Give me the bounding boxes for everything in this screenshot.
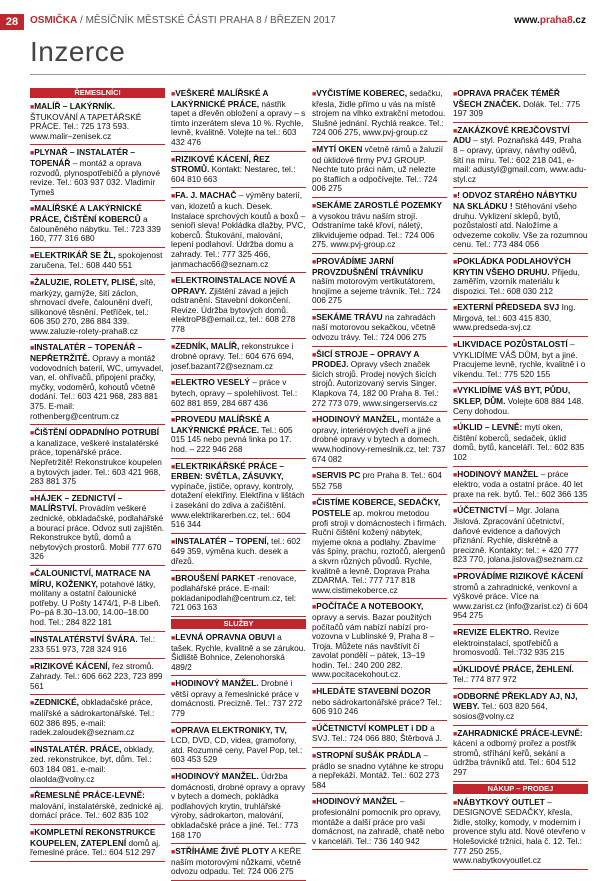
classified-ad: [312, 470, 447, 495]
site-prefix: www.: [514, 15, 540, 26]
classified-ad: [171, 414, 306, 458]
ad-body: malování, instalatérské, zednické aj. domácí práce. Tel.: 602 835 102: [30, 800, 164, 821]
ad-title: HODINOVÝ MANŽEL.: [175, 771, 259, 782]
classified-ad: [171, 536, 306, 571]
ad-body: ap. mokrou metodou profi stroji v domácnostech i firmách. Ruční čištění kožený nábytek, myjeme okna a podlahy. Zbavíme vás špíny, prachu, roztočů, alergenů a skvrn různých původů. Rychle, kvalitně a levně. Doprava Praha ZDARMA. Tel.: 777 717 818 www.cistimekoberce.cz: [312, 507, 447, 595]
classified-ad: [171, 725, 306, 769]
ad-title: ZEDNICKÉ,: [34, 697, 79, 708]
ad-title: INSTALATÉR – TOPENÁŘ – NEPŘETRŽITĚ.: [30, 342, 143, 364]
ad-title: ÚČETNICTVÍ KOMPLET i DD: [316, 722, 428, 733]
classified-ad: [453, 422, 588, 466]
classified-ad: [312, 686, 447, 721]
ad-title: ŘEMESLNÉ PRÁCE-LEVNĚ:: [34, 790, 145, 801]
ad-title: ELEKTRIKÁŘSKÉ PRÁCE – ERBEN: SVĚTLA, ZÁSUVKY,: [171, 460, 285, 482]
magazine-subtitle: / MĚSÍČNÍK MĚSTSKÉ ČÁSTI PRAHA 8 / BŘEZEN 2017: [80, 15, 336, 26]
ad-body: LCD, DVD, CD, videa, gramofony, atd. Rozumné ceny, Pavel Pop, tel.: 603 453 529: [171, 735, 303, 765]
ad-body: rekonstrukce i drobné opravy. Tel.: 604 676 694, josef.bazant72@seznam.cz: [171, 340, 294, 371]
ad-title: ! ODVOZ STARÉHO NÁBYTKU NA SKLÁDKU !: [453, 190, 577, 211]
ad-body: spokojenost zaručena. Tel.: 608 440 551: [30, 249, 163, 271]
ad-title: SERVIS PC: [316, 470, 361, 481]
ad-title: VYČISTÍME KOBEREC,: [316, 88, 408, 98]
classified-ad: [171, 275, 306, 339]
classified-ad: [312, 349, 447, 413]
ad-title: HODINOVÝ MANŽEL: [316, 796, 398, 807]
ad-title: HODINOVÝ MANŽEL.: [175, 678, 259, 689]
classified-ad: [171, 632, 306, 676]
ad-body: obkladačské práce, malířské a sádrokartonářské. Tel.: 602 386 895, e-mail: radek.zaloudek@seznam.cz: [30, 697, 155, 738]
classified-ad: [30, 342, 165, 425]
classified-ad: [30, 250, 165, 275]
ad-body: – montáž a oprava rozvodů, plynospotřebičů a plynové revize. Tel.: 603 937 032. Vladimír Tymeš: [30, 157, 161, 197]
classified-ad: [30, 277, 165, 341]
classified-ad: [453, 664, 588, 689]
classified-ad: [171, 154, 306, 189]
ad-body: montáže a opravy, interiérových dveří a jiné drobné opravy v bytech a domech. www.hodinovy-remeslnik.cz, tel: 737 674 082: [312, 414, 446, 464]
classified-ad: [171, 461, 306, 534]
ad-body: Revize elektroinstalací, spotřebičů a hromosvodů. Tel.:732 935 215: [453, 626, 565, 658]
classified-ad: [30, 827, 165, 862]
ad-title: RIZIKOVÉ KÁCENÍ, ŘEZ STROMŮ.: [171, 153, 270, 175]
ad-body: domů aj. řemeslné práce. Tel.: 604 512 297: [30, 837, 161, 858]
category-heading: NÁKUP – PRODEJ: [453, 784, 588, 794]
ad-title: POKLÁDKA PODLAHOVÝCH KRYTIN VŠEHO DRUHU.: [453, 255, 571, 277]
classified-ad: [312, 723, 447, 748]
ad-body: nebo sádrokartonářské práce? Tel.: 606 910 246: [312, 696, 442, 717]
ad-body: ŠTUKOVÁNÍ A TAPETÁŘSKÉ PRÁCE. Tel.: 725 173 593. www.malir–zenisek.cz: [30, 111, 142, 141]
ad-title: PROVÁDÍME RIZIKOVÉ KÁCENÍ: [457, 570, 584, 581]
category-heading: SLUŽBY: [171, 619, 306, 629]
ad-title: STŘÍHÁME ŽIVÉ PLOTY: [175, 846, 270, 857]
ad-title: HODINOVÝ MANŽEL: [457, 468, 539, 479]
ad-body: Opravy a montáž vodovodních baterií, WC, umyvadel, van, el. ohřívačů, připojení pračky, myčky, vodoměrů, kohoutů včetně dodání. Tel.: 603 421 968, 283 881 375. E-mail: rothenberg@centrum.cz: [30, 353, 164, 421]
ad-title: INSTALATÉR – TOPENÍ,: [175, 535, 269, 546]
ad-title: ŠICÍ STROJE – OPRAVY A PRODEJ.: [312, 348, 420, 370]
ad-title: ZAHRADNICKÉ PRÁCE-LEVNĚ:: [457, 727, 583, 738]
ad-title: FA. J. MACHAČ: [175, 190, 237, 201]
classified-ad: [312, 256, 447, 310]
ad-body: mytí oken, čištění koberců, sedaček, úklid domů, bytů, kanceláří. Tel.: 602 835 102: [453, 422, 585, 462]
ad-title: ELEKTRO VESELÝ: [175, 377, 250, 388]
ad-body: – prádlo se snadno vytáhne ke stropu a nepřekáží. Montáž. Tel.: 602 273 584: [312, 750, 444, 790]
ad-body: vypínače, jističe, opravy, kontroly, dotažení elektřiny. Elektřina v lištách i zasekání do zdiva a začištění. www.elektrikarerben.cz, tel.: 604 516 344: [171, 480, 305, 530]
ad-body: a SVJ. Tel.: 724 066 880, Štěrbová J.: [312, 722, 442, 744]
ad-body: Tel.: 233 551 973, 728 324 916: [30, 633, 156, 655]
ads-column-4: [453, 88, 588, 866]
ad-body: opravy a servis. Bazar použitých počítačů vám nabízí nabízí pro-vozovna v Lublinské 9, Praha 8 – Troja. Můžete nás navštívit čí zavolat pondělí – pátek, 13–19 hodin. Tel.: 240 200 282. www.pocitacekohout.cz.: [312, 611, 435, 680]
classified-ad: [453, 627, 588, 662]
ad-body: potahové látky, molitany a ostatní čalounické potřeby. U Pošty 1474/1, P-8 Libeň. Po–pá 8.30–13.00, 14.00–18.00 hod. Tel.: 284 822 181: [30, 578, 161, 627]
magazine-line: [30, 15, 336, 26]
ad-title: ODBORNÉ PŘEKLADY AJ, NJ, WEBY.: [453, 690, 578, 712]
ad-title: EXTERNÍ PŘEDSEDA SVJ: [457, 302, 560, 313]
classified-ad: [30, 101, 165, 145]
ad-body: na zahradách naší motorovou sekačkou, včetně odvozu trávy. Tel.: 724 006 275: [312, 311, 436, 343]
classified-ad: [312, 601, 447, 684]
classified-ad: [453, 469, 588, 504]
website-link[interactable]: [514, 15, 586, 26]
ad-body: Opravy všech značek šicích strojů. Prodej nových šicích strojů. Autorizovaný servis Singer. Klapkova 74, 182 00 Praha 8. Tel.: 272 773 079, www.singerservis.cz: [312, 359, 439, 408]
ad-title: MYTÍ OKEN: [316, 143, 363, 154]
ad-title: MALÍŘ – LAKÝRNÍK.: [34, 101, 115, 111]
ad-body: – Mgr. Jolana Jislová. Zpracování účetnictví, daňové evidence a daňových přiznání. Rychle, diskrétně a precizně. Kontakty: tel.: + 420 777 823 770, jolana.jislova@seznam.cz: [453, 505, 584, 565]
classified-ad: [312, 750, 447, 794]
classified-ad: [312, 200, 447, 254]
ad-body: – výměny baterií, van, klozetů a kuch. Desek. Instalace sprchových koutů a boxů – senioři sleva! Pokládka dlažby, PVC, koberců. Štukování, malování, lepení podlahoví. Údržba domu a zahrady. Tel.: 777 325 466, janmachac66@seznam.cz: [171, 190, 306, 269]
ad-title: HÁJEK – ZEDNICTVÍ – MALÍŘSTVÍ.: [30, 492, 123, 514]
ad-body: stromů a zahradnické, venkovní a výškové práce. Více na www.zarist.cz (info@zarist.cz) či 604 954 275: [453, 581, 588, 621]
ad-title: MALÍŘSKÉ A LAKÝRNICKÉ PRÁCE, ČIŠTĚNÍ KOBERCŮ: [30, 203, 142, 224]
ad-title: HODINOVÝ MANŽEL,: [316, 414, 400, 425]
classified-ad: [30, 634, 165, 659]
ad-body: Tel.: 605 015 145 nebo pevná linka po 17. hod. – 222 946 268: [171, 424, 293, 454]
ads-column-1: [30, 88, 165, 858]
classified-ad: [171, 678, 306, 722]
ad-body: Tel.: 603 820 564, sosios@volny.cz: [453, 701, 548, 722]
ad-title: VEŠKERÉ MALÍŘSKÉ A LAKÝRNICKÉ PRÁCE,: [171, 88, 269, 109]
ad-body: a kanalizace, veškeré instalatérské práce, topenářské práce. Nepřetržitě! Rekonstrukce koupelen a bytových jader. Tel.: 603 421 968, 283 881 375: [30, 437, 162, 487]
title-divider: [30, 74, 586, 75]
ads-column-3: [312, 88, 447, 846]
ad-body: a čalouněného nábytku. Tel.: 723 339 160, 777 316 680: [30, 213, 161, 244]
classified-ad: [30, 661, 165, 696]
ad-title: NÁBYTKOVÝ OUTLET: [457, 796, 545, 807]
page-title: Inzerce: [30, 36, 126, 67]
ad-body: včetně rámů a žaluzií od úklidové firmy PVJ GROUP. Nechte tuto práci nám, už nelezte po štaflích a odpočívejte. Tel.: 724 006 275: [312, 143, 444, 194]
ad-title: STROPNÍ SUŠÁK PRÁDLA: [316, 750, 422, 761]
ad-title: ELEKTRIKÁŘ SE ŽL,: [34, 249, 116, 260]
classified-ad: [453, 339, 588, 383]
classified-ad: [453, 256, 588, 300]
ad-body: nástřik tapet a dřevěn obložení a opravy – s tímto inzerátem sleva 10 %. Rychle, levně, kvalitně. Volejte na tel.: 603 432 476: [171, 98, 306, 147]
ad-body: obklady, zed. rekonstrukce, byt, dům. Tel.: 603 184 081. e-mail: olaolda@volny.cz: [30, 743, 155, 784]
ad-title: PLYNAŘ – INSTALATÉR –TOPENÁŘ: [30, 147, 136, 168]
classified-ad: [453, 571, 588, 625]
classified-ad: [453, 385, 588, 420]
classified-ad: [312, 414, 447, 468]
ad-body: Kontakt: Nestarec, tel.: 604 810 663: [171, 164, 296, 184]
classified-ad: [312, 497, 447, 599]
ad-body: A KEŘE naším motorovými nůžkami, včetně odvozu odpadu. Tel: 724 006 275: [171, 846, 302, 877]
ad-body: – profesionální pomocník pro opravy, montáže a další práce pro vaši domácnost, na zahradě, chatě nebo v kanceláři. Tel.: 736 140 942: [312, 796, 445, 846]
classified-ad: [30, 790, 165, 825]
ad-title: OPRAVA ELEKTRONIKY, TV,: [175, 724, 287, 735]
ad-title: LEVNÁ OPRAVNA OBUVI: [175, 631, 275, 642]
ad-title: ČISTÍME KOBERCE, SEDAČKY, POSTELE: [312, 497, 441, 518]
site-main: praha8: [539, 15, 573, 26]
ad-body: Volejte 608 884 148. Ceny dohodou.: [453, 396, 584, 416]
ad-body: Tel.: 774 877 972: [453, 674, 517, 685]
ad-body: – práce elektro, voda a ostatní práce. 40 let praxe na rek. bytů. Tel.: 602 366 135: [453, 468, 588, 499]
ad-body: – DESIGNOVÉ SEDAČKY, křesla, židle, stolky, komody, v modernim i provence stylu atd. Nové otevřeno v Holešovické tržnici, hala č. 12. Tel.: 777 250 255, www.nabytkovyoutlet.cz: [453, 796, 586, 866]
classified-ad: [453, 125, 588, 189]
classified-ad: [453, 88, 588, 123]
classified-ad: [30, 493, 165, 566]
magazine-name: OSMIČKA: [30, 15, 78, 26]
ad-body: Zjištění závad a jejich odstranění. Stavební dokončení. Revize. Údržba bytových domů. elektroP8@email.cz, tel.: 608 278 778: [171, 285, 296, 335]
ad-title: SEKÁME TRÁVU: [316, 311, 383, 322]
classified-ad: [30, 427, 165, 491]
classified-ad: [171, 846, 306, 881]
ad-body: Přijedu, zaměřím, vzorník materiálu k dispozici. Tel.: 608 030 212: [453, 266, 580, 296]
ad-body: – práce v bytech, opravy – spolehlivost. Tel.: 602 881 859, 284 687 436: [171, 377, 298, 408]
page-number: 28: [0, 14, 24, 30]
ad-title: POČÍTAČE A NOTEBOOKY,: [316, 601, 424, 612]
ad-body: – styl. Poznaňská 449, Praha 8 – opravy, úpravy, návrhy oděvů, šití na míru. Tel.: 602 218 041, e-mail: adustyl@gmail.com, www.adu-styl.cz: [453, 135, 587, 184]
ad-body: -renovace, podlahářské práce. E-mail: pokladanipodlah@centrum.cz, tel: 721 063 163: [171, 572, 297, 613]
page-header: [0, 0, 600, 30]
ad-title: OPRAVA PRAČEK TÉMĚŘ VŠECH ZNAČEK.: [453, 88, 560, 109]
classified-ad: [171, 377, 306, 412]
ad-body: řez stromů. Zahrady. Tel.: 606 662 223, 723 899 561: [30, 660, 163, 691]
site-suffix: .cz: [572, 15, 586, 26]
classified-ad: [312, 88, 447, 142]
classified-ad: [171, 771, 306, 844]
ad-title: ZAKÁZKOVÉ KREJČOVSTVÍ ADU: [453, 124, 570, 146]
ad-body: Ing. Mirgová, tel.: 603 415 830, www.predseda-svj.cz: [453, 302, 576, 333]
ad-title: SEKÁME ZAROSTLÉ POZEMKY: [316, 199, 443, 210]
classified-ad: [312, 796, 447, 850]
ad-title: ČIŠTĚNÍ ODPADNÍHO POTRUBÍ: [34, 427, 159, 438]
ad-title: REVIZE ELEKTRO.: [457, 626, 532, 637]
ad-title: PROVEDU MALÍŘSKÉ A LAKÝRNICKÉ PRÁCE.: [171, 414, 270, 435]
classified-ad: [171, 190, 306, 273]
ad-title: HLEDÁTE STAVEBNÍ DOZOR: [316, 686, 431, 697]
ad-body: Provádím veškeré zednické, obkladačské, podlahářské a bourací práce. Odvoz suti zajištěn. Rekonstrukce bytů, domů a nebytových prostorů. Mobil 777 670 326: [30, 503, 165, 562]
ad-title: ČALOUNICTVÍ, MATRACE NA MÍRU, KOŽENKY,: [30, 567, 151, 589]
ad-body: sedačku, křesla, židle přímo u vás na místě strojem na vlhko extrakční metodou. Slušné jednání. Rychlá reakce. Tel.: 724 006 275, www.pvj-group.cz: [312, 88, 446, 138]
classified-ad: [30, 697, 165, 741]
ad-body: – VYKLIDÍME VÁŠ DŮM, byt a jiné. Pracujeme levně, rychle, kvalitně i o víkendu. Tel.: 775 520 155: [453, 339, 586, 379]
classified-ad: [453, 691, 588, 726]
classified-ad: [312, 144, 447, 198]
ad-title: ZEDNÍK, MALÍŘ,: [175, 340, 240, 351]
classified-ad: [453, 728, 588, 782]
ad-title: RIZIKOVÉ KÁCENÍ,: [34, 660, 110, 671]
category-heading: ŘEMESLNÍCI: [30, 88, 165, 98]
ads-column-2: [171, 88, 306, 877]
ad-title: INSTALATÉR. PRÁCE,: [34, 743, 122, 754]
classified-ad: [30, 568, 165, 632]
classified-ad: [171, 88, 306, 152]
ad-body: a tašek. Rychle, kvalitně a se zárukou. Šidliště Bohnice, Zelenohorská 489/2: [171, 631, 306, 672]
ad-title: ŽALUZIE, ROLETY, PLISÉ,: [34, 276, 138, 287]
classified-ad: [453, 505, 588, 569]
ad-title: LIKVIDACE POZŮSTALOSTÍ: [457, 339, 568, 350]
classified-ad: [30, 203, 165, 247]
ad-title: ÚKLID – LEVNĚ:: [457, 422, 523, 433]
ad-body: Údržba domácnosti, drobné opravy a opravy v bytech a domech, pokládka podlahových krytin, truhlářské výroby, sádrokarton, malování, obkladačské práce a jiné. Tel.: 773 168 170: [171, 771, 306, 840]
classified-ad: [453, 797, 588, 870]
ad-title: VYKLIDÍME VÁŠ BYT, PŮDU, SKLEP, DŮM.: [453, 385, 571, 407]
ad-title: INSTALATÉRSTVÍ ŠVÁRA.: [34, 633, 138, 644]
ad-title: BROUŠENÍ PARKET: [175, 572, 255, 583]
ad-title: KOMPLETNÍ REKONSTRUKCE KOUPELEN, ZATEPLENÍ: [30, 827, 156, 848]
ad-title: ELEKTROINSTALACE NOVÉ A OPRAVY.: [171, 275, 296, 296]
ad-body: kácení a odborný prořez a postřik stromů, stříhání keřů, sekání a údržba trávníků atd. Tel.: 604 512 297: [453, 738, 577, 778]
ad-body: Stěhování všeho druhu. Vyklizení sklepů, bytů, pozůstalostí atd. Naložíme a odvezeme cokoliv. Vše za rozumnou cenu. Tel.: 773 484 056: [453, 200, 588, 250]
classified-ad: [453, 302, 588, 337]
ad-body: a vysokou trávu naším strojí. Odstraníme také křoví, náletý, zlikvidujeme odpad. Tel.: 724 006 275. www.pvj-group.cz: [312, 210, 435, 250]
ad-title: ÚKLIDOVÉ PRÁCE, ŽEHLENÍ.: [457, 663, 574, 674]
classified-ad: [30, 147, 165, 201]
ad-body: Drobné i větší opravy a řemeslnické práce v domácnosti. Precizně. Tel.: 737 272 779: [171, 678, 303, 719]
ad-title: PROVÁDÍME JARNÍ PROVZDUŠNĚNÍ TRÁVNÍKU: [312, 255, 424, 277]
ad-body: pro Praha 8. Tel.: 604 552 758: [312, 470, 442, 491]
ad-title: ÚČETNICTVÍ: [457, 505, 508, 516]
classified-ad: [453, 190, 588, 254]
ad-body: Dolák. Tel.: 775 197 309: [453, 98, 581, 119]
ad-body: sítě, markýzy, garnýže, šití záclon, shrnovací dveře, čalounění dveří, silikonové těsnění. Petříček, tel.: 606 350 270, 286 884 339. www.zaluzie-rolety-praha8.cz: [30, 276, 156, 336]
classified-ad: [30, 744, 165, 788]
ad-body: naším motorovým vertikutátorem, hnojíme a sejeme trávník. Tel.: 724 006 275: [312, 276, 441, 306]
classified-ad: [171, 573, 306, 617]
classified-ad: [312, 312, 447, 347]
ad-body: tel.: 602 649 359, výměna kuch. desek a dřezů.: [171, 535, 301, 566]
classified-ad: [171, 341, 306, 376]
